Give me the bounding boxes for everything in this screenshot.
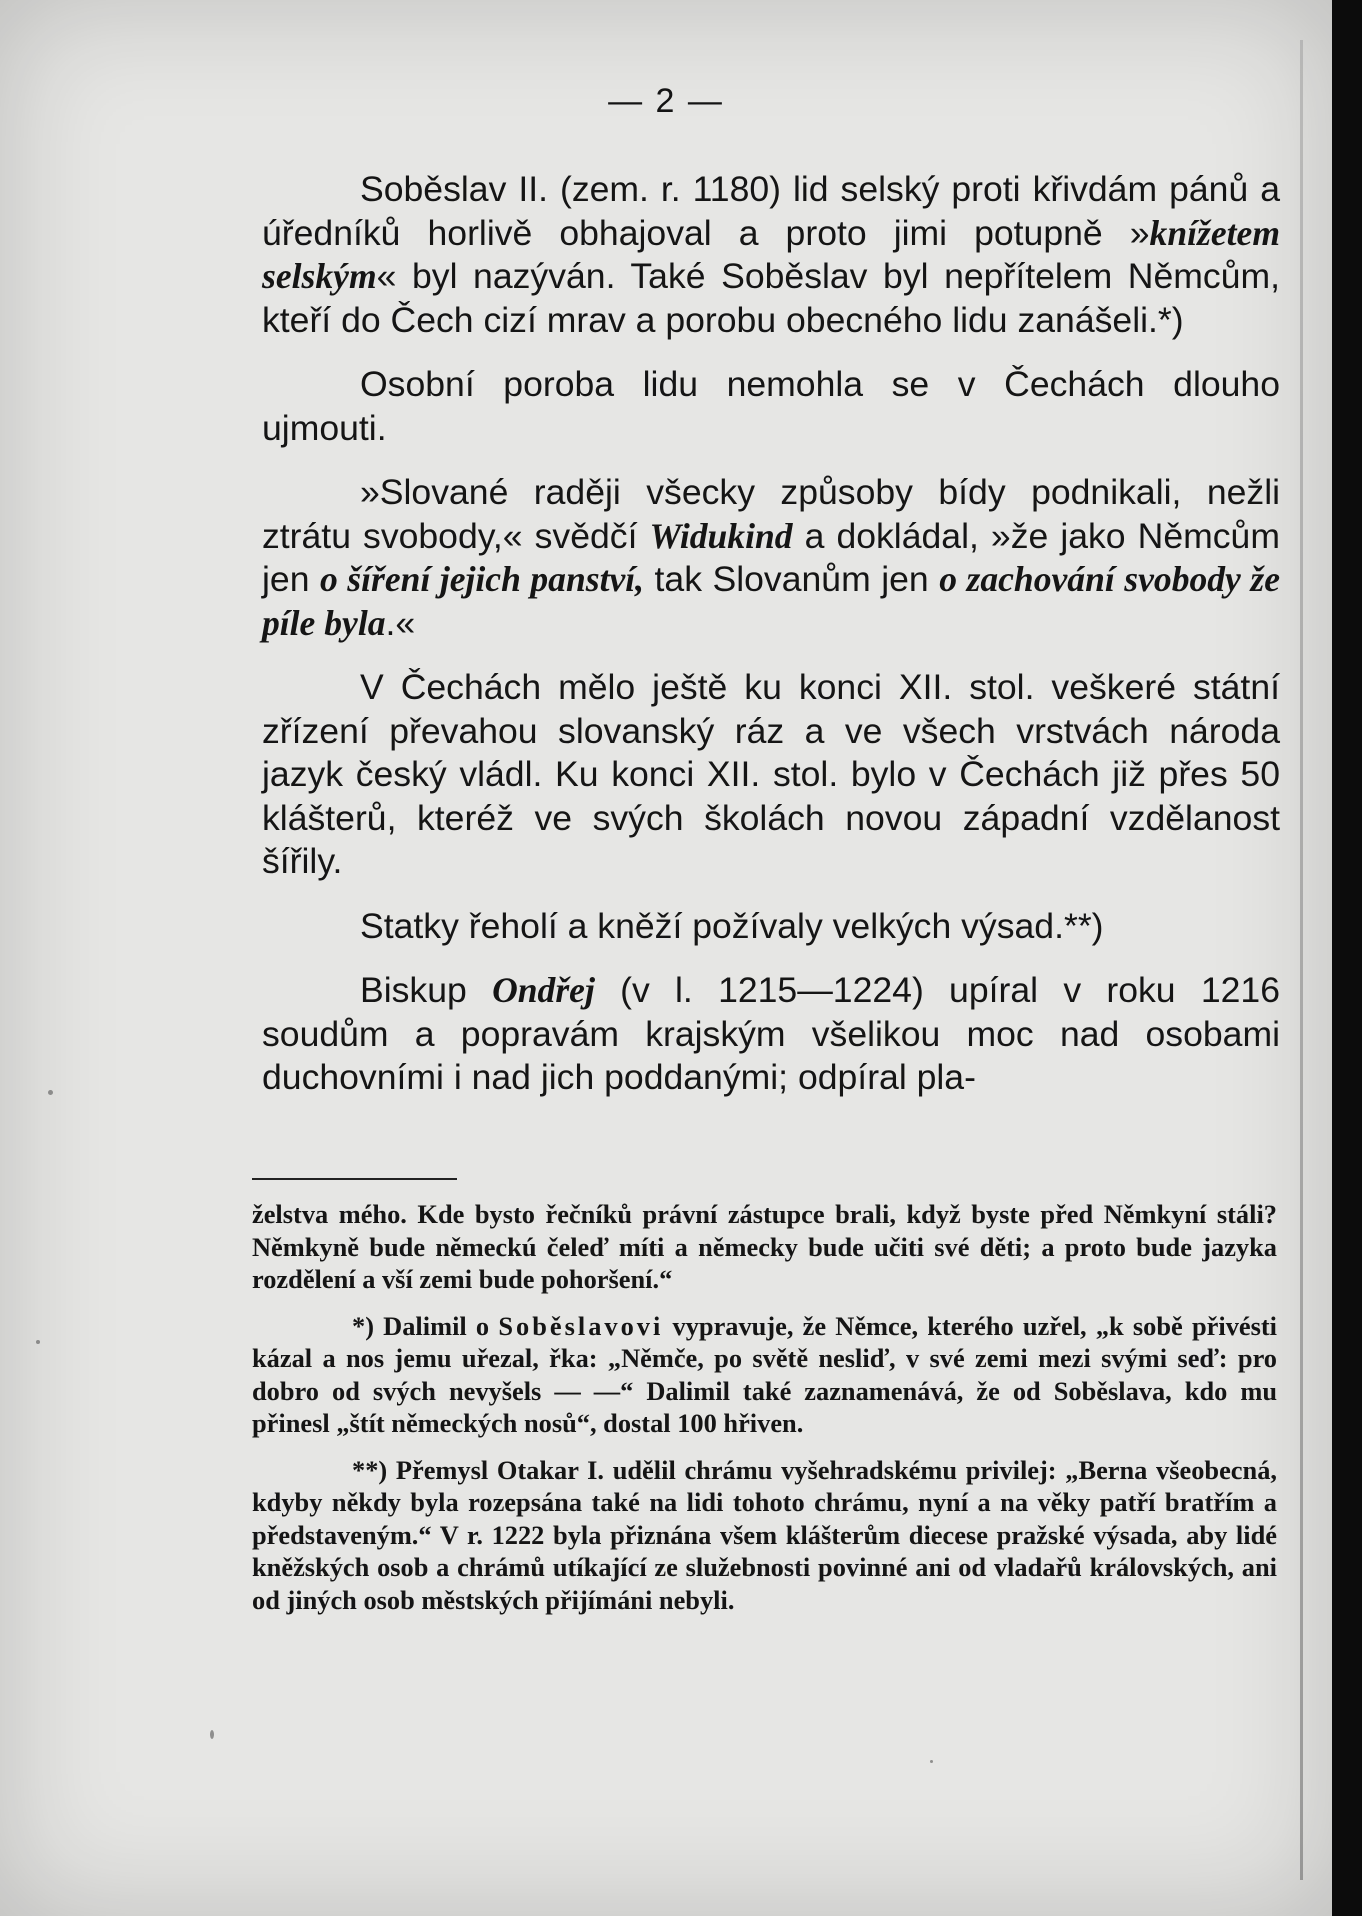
paragraph-1-tail: « byl nazýván. Také Soběslav byl nepřítelem Němcům, kteří do Čech cizí mrav a porobu obecného lidu zanášeli.*) bbox=[262, 256, 1280, 340]
paragraph-6-tail: (v l. 1215—1224) upíral v roku 1216 soudům a popravám krajským všelikou moc nad osobami duchovními i nad jich poddanými; odpíral pla- bbox=[262, 970, 1280, 1097]
paragraph-5: Statky řeholí a kněží požívaly velkých výsad.**) bbox=[360, 905, 1104, 946]
footnote-1 bbox=[252, 1310, 1277, 1440]
emphasis-sireni-panstvi: o šíření jejich panství, bbox=[319, 559, 645, 599]
scan-speck bbox=[210, 1730, 214, 1739]
scan-speck bbox=[930, 1760, 933, 1763]
paragraph-2: Osobní poroba lidu nemohla se v Čechách dlouho ujmouti. bbox=[262, 364, 1280, 448]
paragraph-3-lead: »Slované raději všecky způsoby bídy podnikali, nežli ztrátu svobody,« svědčí bbox=[262, 472, 1280, 556]
paragraph-1 bbox=[262, 168, 1280, 342]
scan-border bbox=[1332, 0, 1362, 1916]
page-edge-shadow bbox=[1300, 40, 1303, 1880]
paragraph-4: V Čechách mělo ještě ku konci XII. stol. veškeré státní zřízení převahou slovanský ráz a ve všech vrstvách národa jazyk český vládl. Ku konci XII. stol. bylo v Čechách již přes 50 klášterů, kteréž ve svých školách novou západní vzdělanost šířily. bbox=[262, 667, 1280, 881]
paragraph-6 bbox=[262, 969, 1280, 1100]
emphasis-ondrej: Ondřej bbox=[492, 970, 595, 1010]
scan-speck bbox=[36, 1340, 40, 1344]
emphasis-knizetem-selskym: knížetem selským bbox=[262, 212, 1280, 296]
footnotes bbox=[252, 1198, 1277, 1616]
paragraph-1-lead: Soběslav II. (zem. r. 1180) lid selský proti křivdám pánů a úředníků horlivě obhajoval a proto jimi potupně » bbox=[262, 169, 1280, 253]
paragraph-3-mid1: a dokládal, »že jako Němcům jen bbox=[262, 515, 1280, 599]
footnote-1-lead: *) Dalimil o bbox=[352, 1310, 499, 1341]
paragraph-3-mid2: tak Slovanům jen bbox=[644, 559, 940, 599]
footnote-continuation: želstva mého. Kde bysto řečníků právní zástupce brali, když byste před Němkyní stáli? Němkyně bude německú čeleď míti a německy bude učiti své děti; a proto bude jazyka rozdělení a vší zemi bude pohoršení.“ bbox=[252, 1199, 1277, 1294]
emphasis-widukind: Widukind bbox=[649, 515, 793, 556]
emphasis-zachovani-svobody: o zachování svobody že píle byla bbox=[262, 559, 1281, 643]
paragraph-6-lead: Biskup bbox=[360, 970, 493, 1010]
paragraph-3 bbox=[262, 471, 1280, 645]
scan-speck bbox=[48, 1090, 53, 1095]
footnote-1-tail: vypravuje, že Němce, kterého uzřel, „k sobě přivésti kázal a nos jemu uřezal, řka: „Němče, po světě nesliď, v své zemi mezi svými seď: pro dobro od svých nevyšels — —“ Dalimil také zaznamenává, že od Soběslava, kdo mu přinesl „štít německých nosů“, dostal 100 hřiven. bbox=[252, 1310, 1277, 1438]
footnote-2: **) Přemysl Otakar I. udělil chrámu vyšehradskému privilej: „Berna všeobecná, kdyby někdy byla rozepsána také na lidi tohoto chrámu, nyní a na věky patří bratřím a představeným.“ V r. 1222 byla přiznána všem klášterům diecese pražské výsada, aby lidé kněžských osob a chrámů utíkající ze služebnosti povinné ani od vladařů královských, ani od jiných osob městských přijímáni nebyli. bbox=[252, 1454, 1277, 1615]
page-number: — 2 — bbox=[608, 82, 724, 120]
footnote-1-spaced-name: Soběslavovi bbox=[498, 1310, 664, 1341]
paragraph-3-tail: .« bbox=[385, 602, 416, 643]
main-text bbox=[262, 168, 1280, 1100]
footnote-separator bbox=[252, 1178, 457, 1180]
